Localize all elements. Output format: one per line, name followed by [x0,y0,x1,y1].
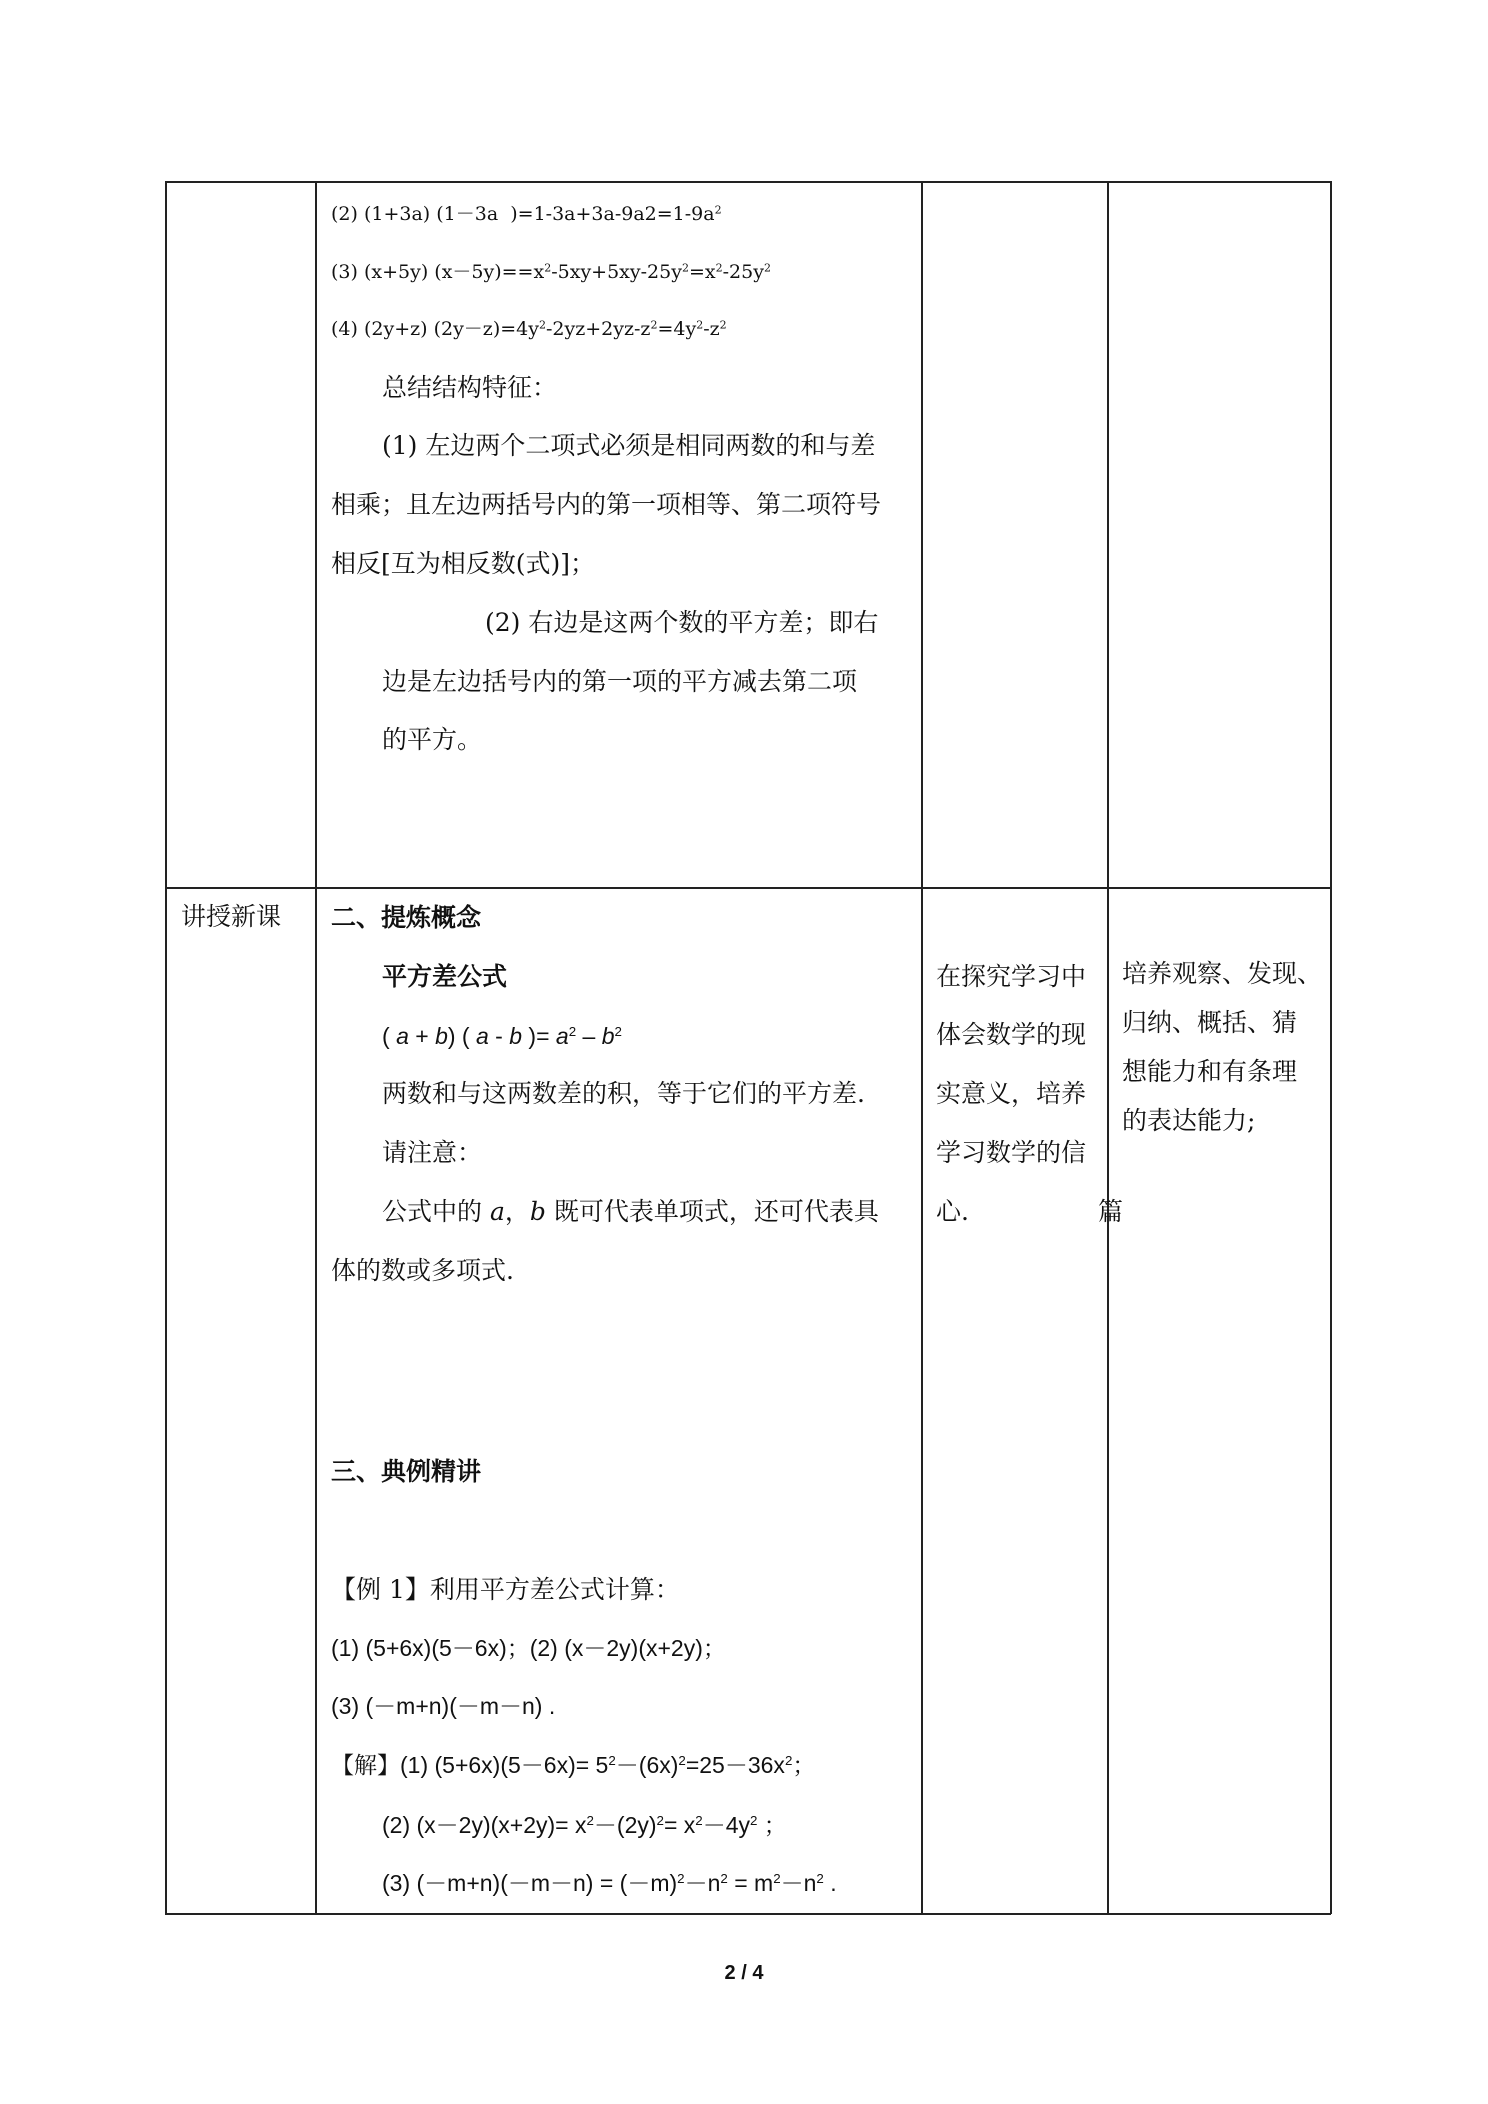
design-intent-line3: 想能力和有条理 [1122,1057,1298,1086]
point2-line3: 的平方。 [382,725,483,754]
design-intent-line4: 的表达能力; [1122,1106,1256,1135]
table-bottom-border [165,1913,1331,1915]
table-row-divider [165,887,1331,889]
point1-line1: (1) 左边两个二项式必须是相同两数的和与差 [382,431,876,460]
section-3-heading: 三、典例精讲 [331,1457,482,1486]
page-number: 2 / 4 [724,1962,764,1984]
solution-2: (2) $(x-2y)(x+2y)= x^2-(2y)^2= x^2-4y^2$ ； [382,1812,787,1838]
example-1-question-3: (3) (－m+n)(－m－n) . [331,1693,556,1719]
point2-line1: (2) 右边是这两个数的平方差；即右 [485,608,879,637]
note-title: 请注意： [382,1138,483,1167]
table-right-border [1330,181,1332,1914]
formula-statement: 两数和与这两数差的积，等于它们的平方差. [382,1079,865,1108]
equation-4: (4) (2y+z) $(2y-z)=4y^2-2yz+2yz-z^2=4y^2-z^2$ [331,318,727,340]
table-left-border [165,181,167,1914]
point1-line2: 相乘；且左边两括号内的第一项相等、第二项符号 [331,490,882,519]
solution-3: (3) $(-m+n)(-m-n) = (-m)^2-n^2 = m^2-n^2$ . [382,1870,837,1896]
design-intent-line1: 培养观察、发现、 [1122,959,1323,988]
example-1-title: 【例 1】利用平方差公式计算： [331,1575,680,1604]
section-2-heading: 二、提炼概念 [331,903,482,932]
equation-3: (3) (x+5y) $(x-5y)==x^2-5xy+5xy-25y^2=x^2-25y^2$ [331,261,771,283]
teacher-activity-line4: 学习数学的信 [936,1138,1087,1167]
stage-label: 讲授新课 [181,902,282,931]
teacher-activity-line5: 心. [936,1197,969,1226]
design-intent-line2: 归纳、概括、猜 [1122,1008,1298,1037]
formula-title: 平方差公式 [382,962,508,991]
formula: ( a + b) ( a - b )= $a^2 - b^2$ [382,1023,622,1049]
note-line2: 体的数或多项式. [331,1256,514,1285]
table-col-divider-1 [315,181,317,1914]
table-col-divider-2 [921,181,923,1914]
point2-line2: 边是左边括号内的第一项的平方减去第二项 [382,667,858,696]
table-top-border [165,181,1331,183]
solution-1: 【解】(1) $(5+6x)(5-6x)= 5^2-(6x)^2=25-36x^2$； [331,1752,816,1778]
summary-title: 总结结构特征： [382,373,558,402]
teacher-activity-line2: 体会数学的现 [936,1020,1087,1049]
equation-2: (2) (1+3a) (1－3a )$=1-3a+3a-9a2=1-9a^2$ [331,203,722,225]
example-1-questions-1-2: (1) (5+6x)(5－6x)；(2) (x－2y)(x+2y)； [331,1635,726,1661]
table-col-divider-3 [1107,181,1109,1914]
clipped-glyph-box [1098,1196,1124,1230]
clipped-glyph: 篇 [1098,1197,1124,1226]
teacher-activity-line1: 在探究学习中 [936,962,1087,991]
note-line1: 公式中的 a，b 既可代表单项式，还可代表具 [382,1197,879,1226]
teacher-activity-line3: 实意义，培养 [936,1079,1087,1108]
point1-line3: 相反[互为相反数(式)]； [331,549,596,578]
